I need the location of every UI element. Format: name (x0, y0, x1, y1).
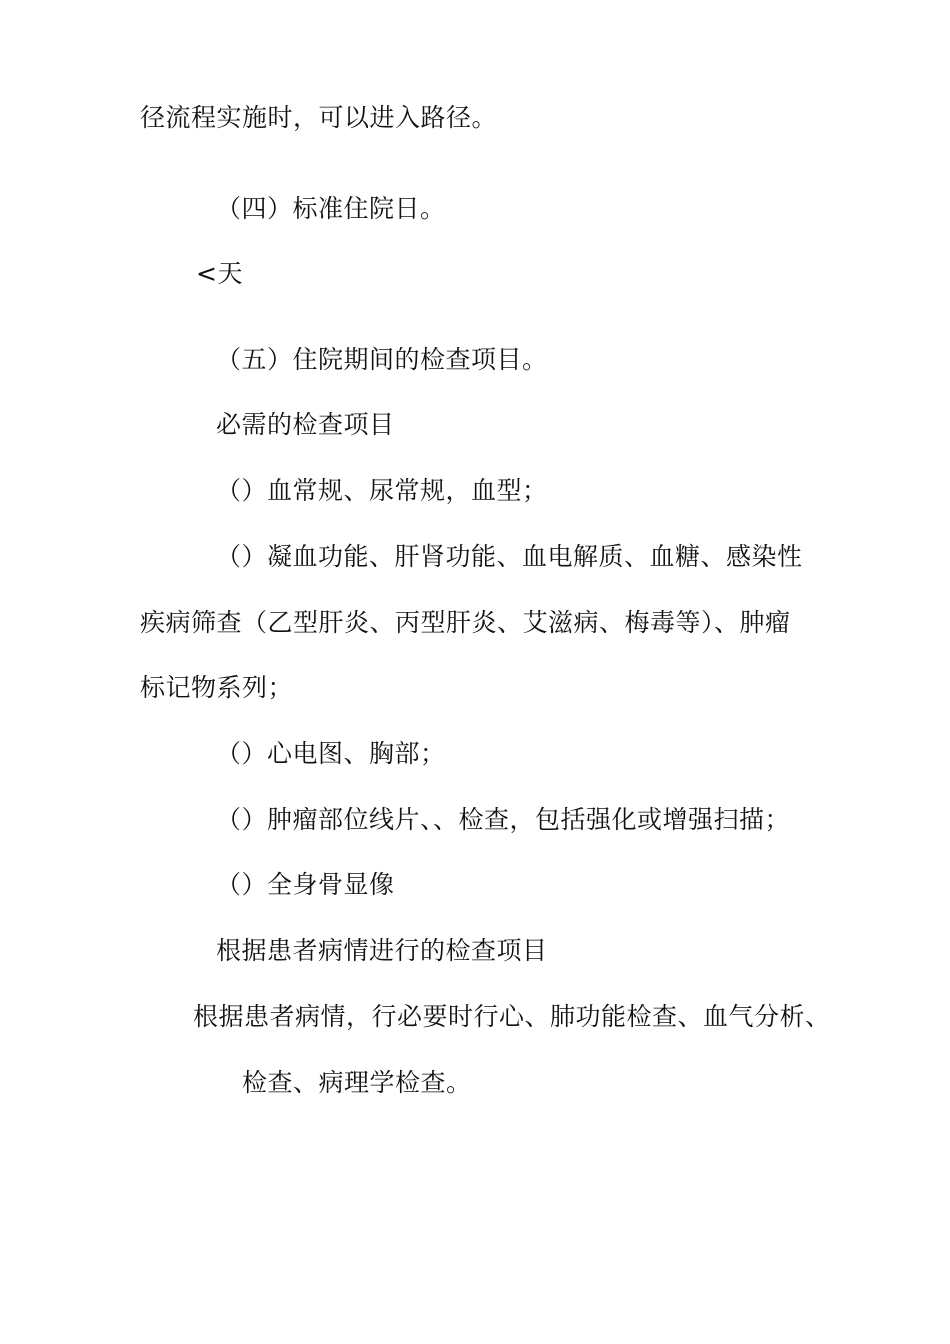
list-item-coagulation-cont-2: 标记物系列； (140, 673, 294, 702)
subheading-conditional-exams: 根据患者病情进行的检查项目 (216, 936, 548, 965)
list-item-blood-urine: （）血常规、尿常规，血型； (216, 476, 548, 505)
list-item-tumor-imaging: （）肿瘤部位线片、、检查，包括强化或增强扫描； (216, 805, 791, 834)
paragraph-line-pathway-entry: 径流程实施时，可以进入路径。 (140, 103, 498, 132)
list-item-coagulation-cont-1: 疾病筛查（乙型肝炎、丙型肝炎、艾滋病、梅毒等）、肿瘤 (140, 608, 791, 637)
paragraph-line-conditional: 根据患者病情，行必要时行心、肺功能检查、血气分析、 (193, 1002, 831, 1031)
list-item-coagulation: （）凝血功能、肝肾功能、血电解质、血糖、感染性 (216, 542, 803, 571)
stay-days-value: <天 (196, 259, 243, 288)
section-heading-exam-items: （五）住院期间的检查项目。 (216, 345, 548, 374)
list-item-ecg-chest: （）心电图、胸部； (216, 739, 446, 768)
subheading-required-exams: 必需的检查项目 (216, 410, 395, 439)
list-item-bone-scan: （）全身骨显像 (216, 870, 395, 899)
section-heading-hospital-stay: （四）标准住院日。 (216, 194, 446, 223)
paragraph-line-conditional-cont: 检查、病理学检查。 (242, 1068, 472, 1097)
